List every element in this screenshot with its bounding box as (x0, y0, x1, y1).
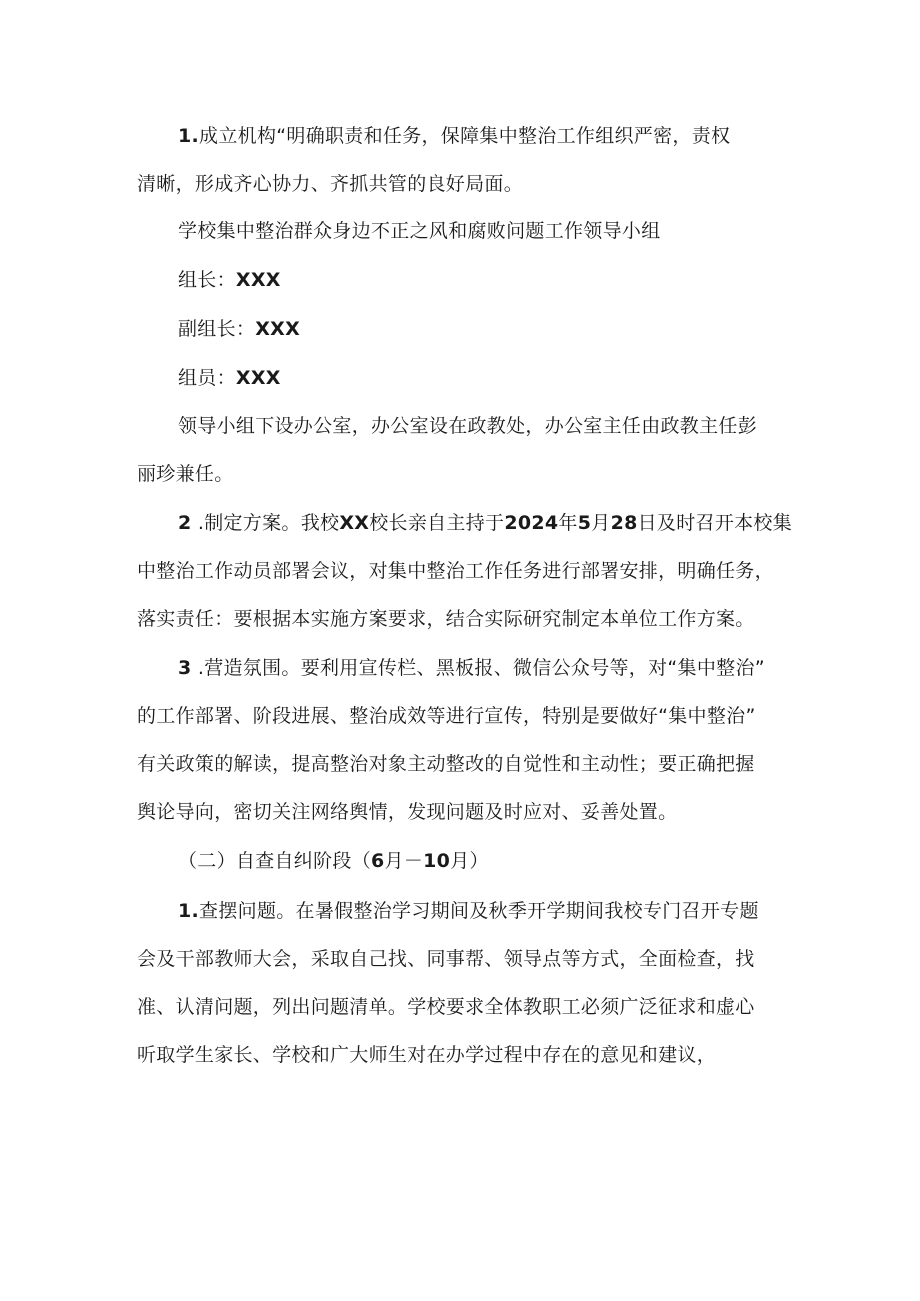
text-segment: 月 (591, 512, 611, 534)
text-segment: 年 (558, 512, 578, 534)
paragraph-2-line-2: 中整治工作动员部署会议，对集中整治工作任务进行部署安排，明确任务， (137, 560, 774, 582)
paragraph-4-line-3: 准、认清问题，列出问题清单。学校要求全体教职工必须广泛征求和虚心 (137, 996, 755, 1018)
text-segment: （二）自查自纠阶段（ (178, 850, 372, 872)
member-members (178, 365, 281, 391)
text-segment: .制定方案。我校 (191, 512, 340, 534)
section-heading-stage-2 (178, 848, 489, 874)
paragraph-1-line-2: 清晰，形成齐心协力、齐抓共管的良好局面。 (137, 173, 524, 195)
text-segment: 2024 (504, 512, 559, 534)
paragraph-2-line-3: 落实责任：要根据本实施方案要求，结合实际研究制定本单位工作方案。 (137, 608, 755, 630)
text-segment: 6 (371, 850, 385, 872)
item-number: 1. (178, 900, 200, 922)
paragraph-3-line-1 (178, 655, 765, 681)
text-segment: 28 (610, 512, 638, 534)
text-segment: 10 (423, 850, 451, 872)
paragraph-text: 成立机构“明确职责和任务，保障集中整治工作组织严密，责权 (199, 125, 731, 147)
text-segment: 月－ (384, 850, 424, 872)
text-segment: 日及时召开本校集 (637, 512, 793, 534)
paragraph-3-line-4: 舆论导向，密切关注网络舆情，发现问题及时应对、妥善处置。 (137, 801, 678, 823)
group-title: 学校集中整治群众身边不正之风和腐败问题工作领导小组 (178, 220, 661, 242)
item-number: 2 (178, 512, 192, 534)
member-role: 副组长： (178, 318, 256, 340)
paragraph-4-line-1 (178, 898, 759, 924)
item-number: 3 (178, 657, 192, 679)
member-leader (178, 267, 281, 293)
paragraph-3-line-2: 的工作部署、阶段进展、整治成效等进行宣传，特别是要做好“集中整治” (137, 705, 756, 727)
office-line-1: 领导小组下设办公室，办公室设在政教处，办公室主任由政教主任彭 (178, 415, 758, 437)
paragraph-3-line-3: 有关政策的解读，提高整治对象主动整改的自觉性和主动性；要正确把握 (137, 753, 755, 775)
paragraph-1-line-1 (178, 123, 730, 149)
paragraph-4-line-2: 会及干部教师大会，采取自己找、同事帮、领导点等方式，全面检查，找 (137, 948, 755, 970)
text-segment: 5 (577, 512, 592, 534)
paragraph-text: 查摆问题。在暑假整治学习期间及秋季开学期间我校专门召开专题 (199, 900, 759, 922)
member-deputy-leader (178, 316, 300, 342)
paragraph-2-line-1 (178, 510, 792, 536)
member-name: XXX (235, 367, 281, 389)
member-name: XXX (235, 269, 281, 291)
text-segment: XX (339, 512, 370, 534)
member-role: 组员： (178, 367, 236, 389)
paragraph-text: .营造氛围。要利用宣传栏、黑板报、微信公众号等，对“集中整治” (191, 657, 765, 679)
member-role: 组长： (178, 269, 236, 291)
item-number: 1. (178, 125, 200, 147)
member-name: XXX (255, 318, 301, 340)
text-segment: 校长亲自主持于 (369, 512, 505, 534)
text-segment: 月） (450, 850, 489, 872)
paragraph-4-line-4: 听取学生家长、学校和广大师生对在办学过程中存在的意见和建议， (137, 1044, 717, 1066)
office-line-2: 丽珍兼任。 (137, 463, 234, 485)
